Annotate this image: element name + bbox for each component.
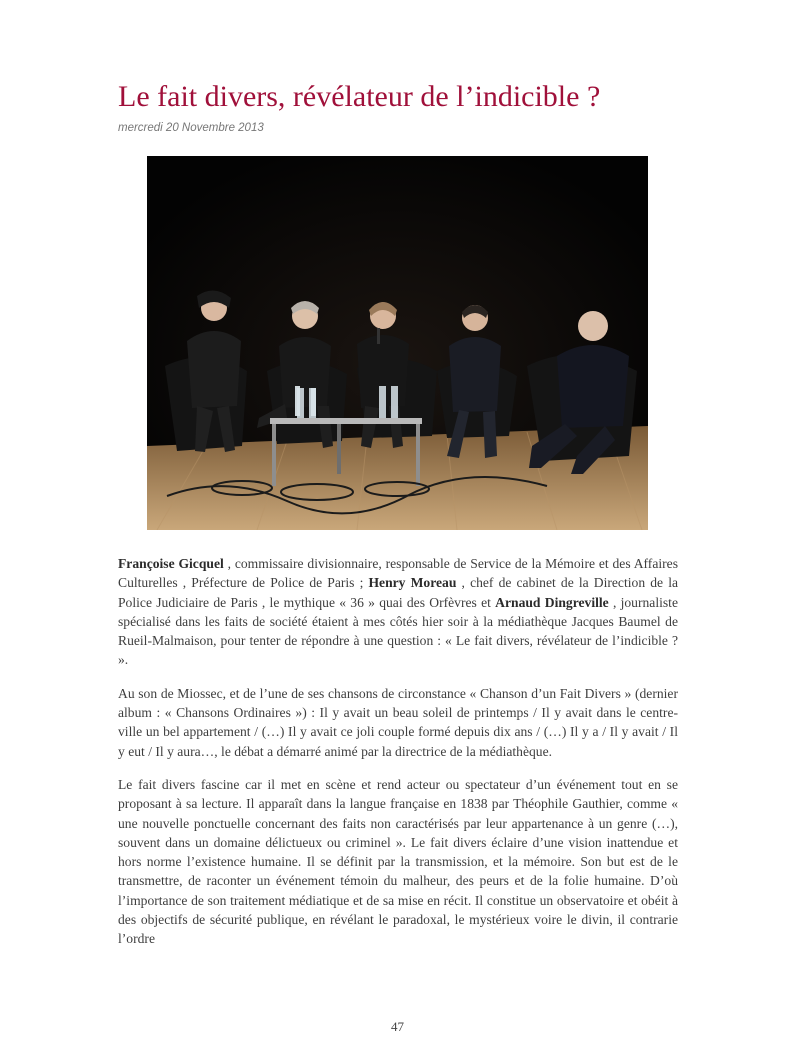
page-number: 47 <box>391 1019 404 1034</box>
article-photo <box>147 156 648 530</box>
article-title: Le fait divers, révélateur de l’indicible ? <box>118 80 601 113</box>
speaker-description: , commissaire divisionnaire, responsable de Service de la Mémoire et des Affaires Culturelles , Préfecture de Police de Paris ; <box>118 556 678 591</box>
paragraph-miossec: Au son de Miossec, et de l’une de ses chansons de circonstance « Chanson d’un Fait Divers » (dernier album : « Chansons Ordinaires ») : Il y avait un beau soleil de printemps / Il y avait dans le centre-ville un bel appartement / (…) Il y avait ce joli couple formé depuis dix ans / (…) Il y a / Il y avait / Il y eut / Il y aura…, le débat a démarré animé par la directrice de la médiathèque. <box>118 685 678 759</box>
photo-illustration <box>147 156 648 530</box>
speaker-name: Arnaud Dingreville <box>495 594 609 610</box>
speaker-description: , chef de cabinet de la Direction de la Police Judiciaire de Paris , le mythique « 36 » quai des Orfèvres et <box>118 575 678 610</box>
speaker-name: Françoise Gicquel <box>118 556 224 571</box>
speaker-name: Henry Moreau <box>368 575 457 591</box>
speaker-description: , journaliste spécialisé dans les faits de société étaient à mes côtés hier soir à la médiathèque Jacques Baumel de Rueil-Malmaison, pour tenter de répondre à une question : « Le fait divers, révélateur de l’indicible ? ». <box>118 594 678 668</box>
article-body <box>118 554 678 963</box>
article-date: mercredi 20 Novembre 2013 <box>118 122 264 134</box>
paragraph-speakers <box>118 554 678 670</box>
paragraph-fait-divers: Le fait divers fascine car il met en scène et rend acteur ou spectateur d’un événement tout en se proposant à sa lecture. Il apparaît dans la langue française en 1838 par Théophile Gauthier, comme « une nouvelle ponctuelle concernant des faits non caractérisés par leur appartenance à un genre (…), souvent dans un domaine délictueux ou criminel ». Le fait divers éclaire d’une vision inattendue et hors norme l’existence humaine. Il se définit par la transmission, et la mémoire. Son but est de le transmettre, de raconter un événement témoin du malheur, des peurs et de la folie humaine. D’où l’importance de son traitement médiatique et de sa mise en récit. Il constitue un observatoire et obéit à des objectifs de sécurité publique, en révélant le paradoxal, le mystérieux voire le divin, il contrarie l’ordre <box>118 776 678 947</box>
